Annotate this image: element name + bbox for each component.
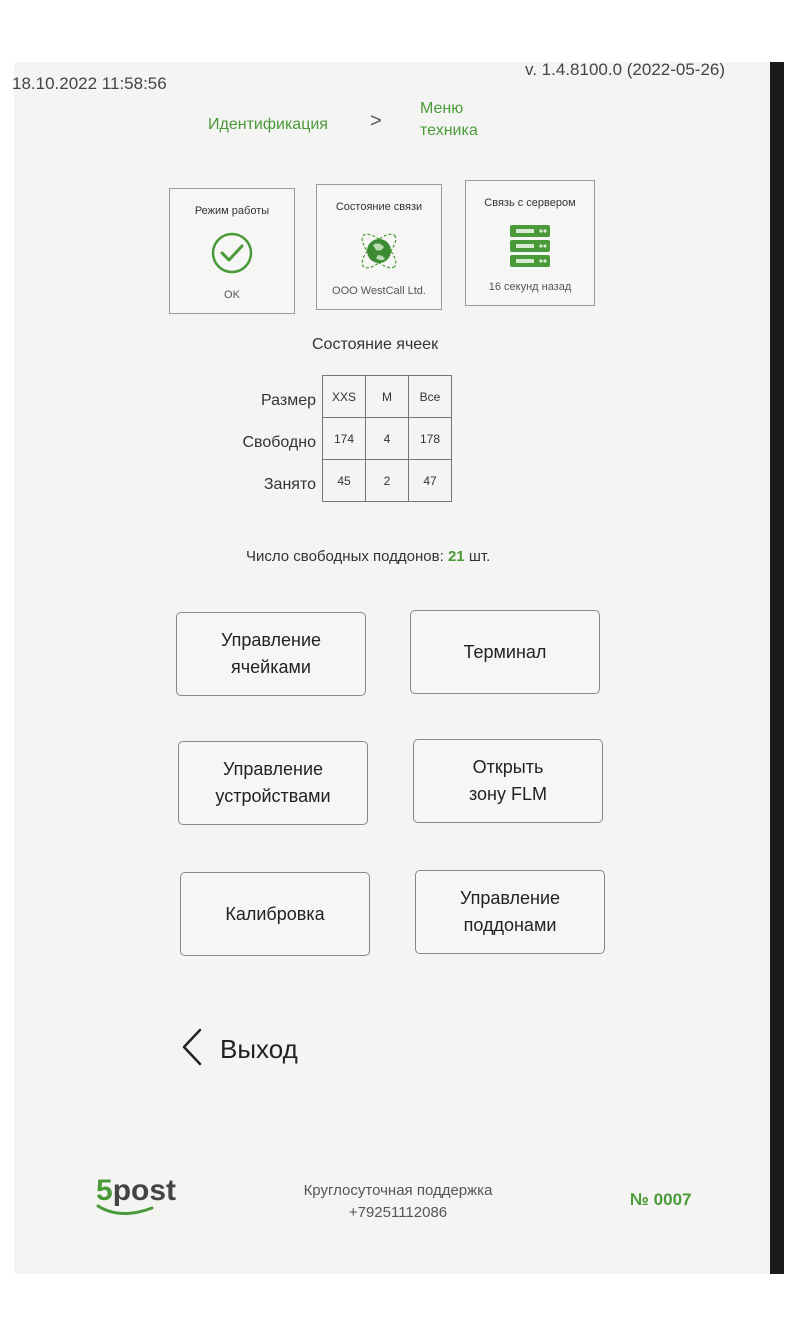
exit-label: Выход — [220, 1034, 298, 1064]
table-cell: 174 — [323, 418, 366, 460]
cells-table — [322, 375, 452, 502]
manage-pallets-button[interactable]: Управление поддонами — [415, 870, 605, 954]
network-globe-icon — [317, 227, 441, 271]
breadcrumb-identification[interactable]: Идентификация — [208, 116, 328, 133]
support-label: Круглосуточная поддержка — [303, 1182, 493, 1199]
tile-connection-status — [316, 184, 442, 310]
logo-digit: 5 — [96, 1174, 113, 1207]
free-pallets-label: Число свободных поддонов: — [246, 548, 444, 565]
table-row — [323, 376, 452, 418]
row-label-size: Размер — [261, 392, 316, 409]
tile-value: 16 секунд назад — [488, 281, 572, 293]
table-cell: 47 — [409, 460, 452, 502]
table-row — [323, 418, 452, 460]
table-cell: Все — [409, 376, 452, 418]
logo-text: post — [112, 1174, 177, 1207]
tile-title: Режим работы — [194, 205, 270, 217]
cells-title: Состояние ячеек — [312, 336, 439, 353]
chevron-left-icon — [180, 1028, 204, 1071]
server-icon — [466, 223, 594, 267]
terminal-number: № 0007 — [630, 1190, 692, 1209]
table-cell: 2 — [366, 460, 409, 502]
table-cell: 4 — [366, 418, 409, 460]
tile-title: Состояние связи — [335, 201, 423, 213]
tile-title: Связь с сервером — [484, 197, 576, 209]
free-pallets-count: 21 — [447, 548, 465, 565]
table-cell: M — [366, 376, 409, 418]
device-bezel — [770, 62, 784, 1274]
datetime: 18.10.2022 11:58:56 — [12, 74, 167, 93]
tile-value: OK — [224, 289, 240, 301]
tile-value: ООО WestCall Ltd. — [332, 285, 426, 297]
table-cell: XXS — [323, 376, 366, 418]
support-phone: +79251112086 — [348, 1204, 448, 1221]
version-label: v. 1.4.8100.0 (2022-05-26) — [525, 60, 726, 79]
tile-server-connection — [465, 180, 595, 306]
terminal-button[interactable]: Терминал — [410, 610, 600, 694]
table-cell: 178 — [409, 418, 452, 460]
open-flm-zone-button[interactable]: Открыть зону FLM — [413, 739, 603, 823]
table-row — [323, 460, 452, 502]
check-circle-icon — [170, 231, 294, 275]
logo-swoosh-icon — [96, 1204, 156, 1218]
row-label-occupied: Занято — [263, 476, 316, 493]
support-info — [270, 1180, 526, 1224]
breadcrumb-separator: > — [370, 110, 382, 132]
free-pallets-unit: шт. — [468, 548, 491, 565]
row-label-free: Свободно — [242, 434, 316, 451]
brand-logo — [96, 1174, 176, 1208]
manage-devices-button[interactable]: Управление устройствами — [178, 741, 368, 825]
breadcrumb-technician-menu: Меню техника — [420, 100, 478, 139]
free-pallets-info — [246, 548, 490, 565]
table-cell: 45 — [323, 460, 366, 502]
tile-work-mode — [169, 188, 295, 314]
calibration-button[interactable]: Калибровка — [180, 872, 370, 956]
manage-cells-button[interactable]: Управление ячейками — [176, 612, 366, 696]
exit-button[interactable] — [180, 1028, 298, 1071]
